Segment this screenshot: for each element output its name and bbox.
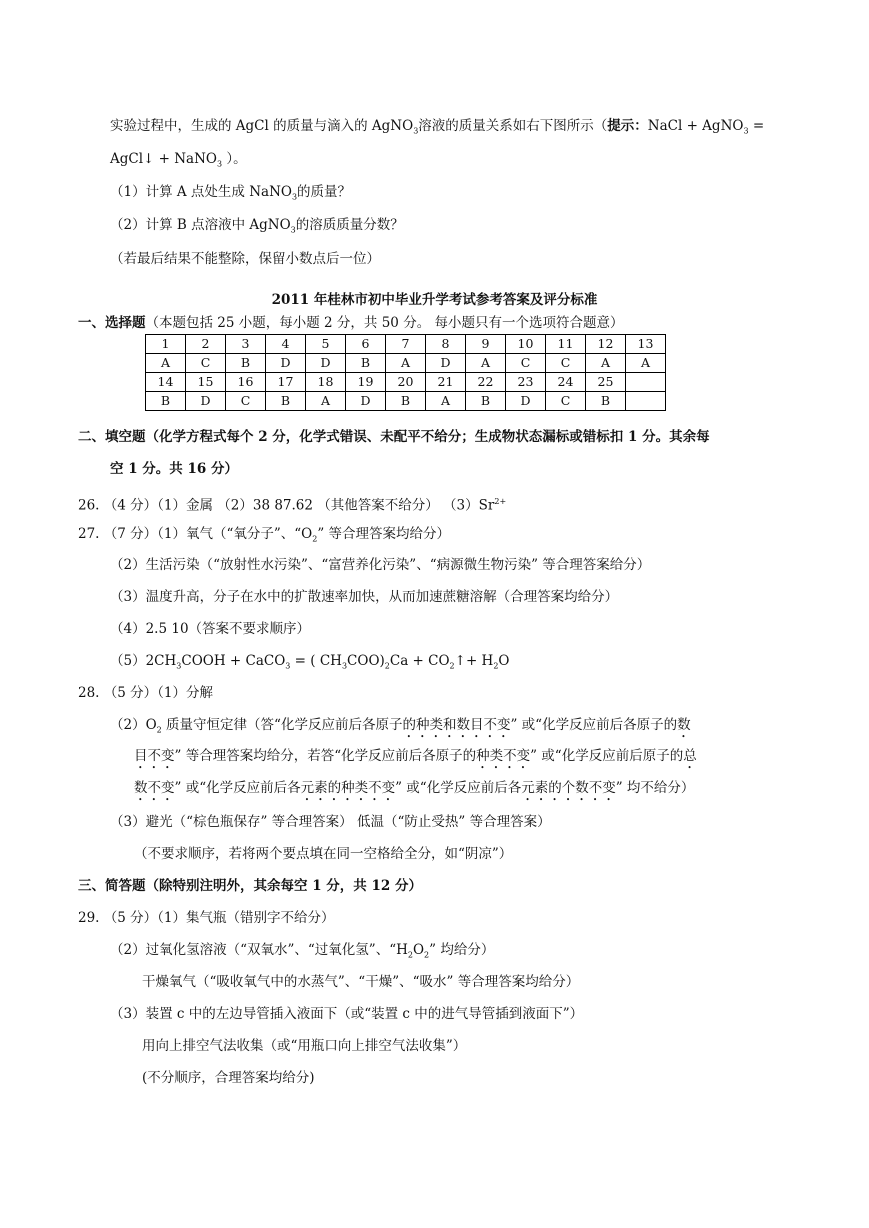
answer-table-cell: A xyxy=(306,392,346,411)
answer-table-cell: A xyxy=(626,354,666,373)
answer-table-cell: 19 xyxy=(346,373,386,392)
page-title: 2011 年桂林市初中毕业升学考试参考答案及评分标准 xyxy=(271,292,598,308)
answer-table-cell xyxy=(626,373,666,392)
answer-table-cell: B xyxy=(146,392,186,411)
answer-table-cell: 5 xyxy=(306,335,346,354)
answer-table-cell: D xyxy=(346,392,386,411)
answer-table-cell: B xyxy=(586,392,626,411)
answer-27-3: （3）温度升高，分子在水中的扩散速率加快，从而加速蔗糖溶解（合理答案均给分） xyxy=(110,589,619,605)
answer-table-cell: 2 xyxy=(186,335,226,354)
answer-table-cell: 17 xyxy=(266,373,306,392)
answer-table-cell: B xyxy=(346,354,386,373)
answer-table-cell: D xyxy=(426,354,466,373)
answer-table-row xyxy=(146,392,666,411)
section-3-heading: 三、简答题（除特别注明外，其余每空 1 分，共 12 分） xyxy=(78,878,422,894)
answer-table-cell: 24 xyxy=(546,373,586,392)
answer-29-2b: 干燥氧气（“吸收氧气中的水蒸气”、“干燥”、“吸水” 等合理答案均给分） xyxy=(142,974,580,990)
answer-table-cell: A xyxy=(386,354,426,373)
answer-table-cell: 11 xyxy=(546,335,586,354)
answer-table-cell: C xyxy=(546,354,586,373)
answer-table-cell: 13 xyxy=(626,335,666,354)
answer-28-note: （不要求顺序，若将两个要点填在同一空格给全分，如“阴凉”） xyxy=(134,846,513,862)
rounding-note: （若最后结果不能整除，保留小数点后一位） xyxy=(110,251,380,267)
answer-29-2: （2）过氧化氢溶液（“双氧水”、“过氧化氢”、“$H_2O_2$” 均给分） xyxy=(110,942,495,960)
answer-table-cell: B xyxy=(226,354,266,373)
answer-table-cell: 8 xyxy=(426,335,466,354)
answer-28-2: $(2)O_2$ 质量守恒定律（答“化学反应前后各原子的种类和数目不变” 或“化学反应前后各原子的数 xyxy=(110,717,691,735)
answer-table-cell: C xyxy=(226,392,266,411)
answer-table-row xyxy=(146,335,666,354)
answer-27-4: （4）2.5 10（答案不要求顺序） xyxy=(110,621,311,637)
answer-29-3: （3）装置 c 中的左边导管插入液面下（或“装置 c 中的进气导管插到液面下”） xyxy=(110,1006,584,1022)
answer-table-cell: 18 xyxy=(306,373,346,392)
answer-28-2-cont-1: 目不变” 等合理答案均给分，若答“化学反应前后各原子的种类不变” 或“化学反应前后原子的总 xyxy=(134,748,697,764)
answer-27-2: （2）生活污染（“放射性水污染”、“富营养化污染”、“病源微生物污染” 等合理答案给分） xyxy=(110,557,651,573)
answer-table-cell: 6 xyxy=(346,335,386,354)
answer-table-cell: B xyxy=(466,392,506,411)
answer-table xyxy=(145,334,666,411)
section-2-heading-cont: 空 1 分。共 16 分） xyxy=(110,461,238,477)
answer-table-cell: 16 xyxy=(226,373,266,392)
answer-table-cell: B xyxy=(386,392,426,411)
answer-table-cell: 21 xyxy=(426,373,466,392)
answer-table-cell: 15 xyxy=(186,373,226,392)
answer-27-1: 27. （7 分）（1）氧气（“氧分子”、“$O_2$” 等合理答案均给分） xyxy=(78,526,451,544)
answer-table-cell: D xyxy=(186,392,226,411)
answer-table-cell: C xyxy=(506,354,546,373)
answer-table-cell: 10 xyxy=(506,335,546,354)
answer-table-cell: C xyxy=(546,392,586,411)
question-1: （1）计算 A 点处生成 NaNO$_3$的质量？ xyxy=(110,184,352,202)
answer-29-note: (不分顺序，合理答案均给分) xyxy=(142,1070,315,1086)
question-2: （2）计算 B 点溶液中 AgNO$_3$的溶质质量分数？ xyxy=(110,217,404,235)
answer-28-3: （3）避光（“棕色瓶保存” 等合理答案） 低温（“防止受热” 等合理答案） xyxy=(110,814,551,830)
answer-table-cell: D xyxy=(506,392,546,411)
answer-table-cell: D xyxy=(306,354,346,373)
answer-table-cell: D xyxy=(266,354,306,373)
answer-table-cell: A xyxy=(466,354,506,373)
answer-table-cell: C xyxy=(186,354,226,373)
answer-28-1: 28. （5 分）（1）分解 xyxy=(78,685,213,701)
answer-27-5: $(5)2CH_3COOH$ + CaCO$_3$ = ( $CH_3COO)_2Ca$ + $CO_2↑+ H_2O$ xyxy=(110,653,510,671)
answer-28-2-cont-2: 数不变” 或“化学反应前后各元素的种类不变” 或“化学反应前后各元素的个数不变” 均不给分） xyxy=(134,780,695,796)
answer-table-row xyxy=(146,354,666,373)
problem-line-2: AgCl↓ + NaNO$_3$ ）。 xyxy=(110,151,247,169)
section-1-heading: 一、选择题（本题包括 25 小题，每小题 2 分，共 50 分。 每小题只有一个选项符合题意） xyxy=(78,315,624,331)
answer-table-cell: A xyxy=(146,354,186,373)
answer-table-cell: 9 xyxy=(466,335,506,354)
problem-line-1: 实验过程中，生成的 AgCl 的质量与滴入的 AgNO$_3$溶液的质量关系如右下图所示（提示：NaCl + AgNO$_3$ = xyxy=(110,118,765,136)
answer-table-cell: 14 xyxy=(146,373,186,392)
answer-table-cell: 3 xyxy=(226,335,266,354)
answer-26: 26. （4 分）（1）金属 （2）38 87.62 （其他答案不给分） $(3)Sr^{2+}$ xyxy=(78,497,507,514)
answer-table-cell xyxy=(626,392,666,411)
answer-table-cell: 7 xyxy=(386,335,426,354)
answer-table-row xyxy=(146,373,666,392)
section-2-heading: 二、填空题（化学方程式每个 2 分，化学式错误、未配平不给分；生成物状态漏标或错标扣 1 分。其余每 xyxy=(78,429,710,445)
answer-table-cell: 12 xyxy=(586,335,626,354)
answer-table-cell: A xyxy=(426,392,466,411)
answer-table-cell: 23 xyxy=(506,373,546,392)
answer-29-1: 29. （5 分）（1）集气瓶（错别字不给分） xyxy=(78,910,335,926)
answer-table-cell: B xyxy=(266,392,306,411)
answer-table-cell: 25 xyxy=(586,373,626,392)
answer-table-cell: 4 xyxy=(266,335,306,354)
answer-table-cell: 20 xyxy=(386,373,426,392)
hint-label: 提示： xyxy=(607,118,648,134)
answer-table-cell: 22 xyxy=(466,373,506,392)
answer-table-cell: 1 xyxy=(146,335,186,354)
answer-29-3b: 用向上排空气法收集（或“用瓶口向上排空气法收集”） xyxy=(142,1038,467,1054)
answer-table-cell: A xyxy=(586,354,626,373)
